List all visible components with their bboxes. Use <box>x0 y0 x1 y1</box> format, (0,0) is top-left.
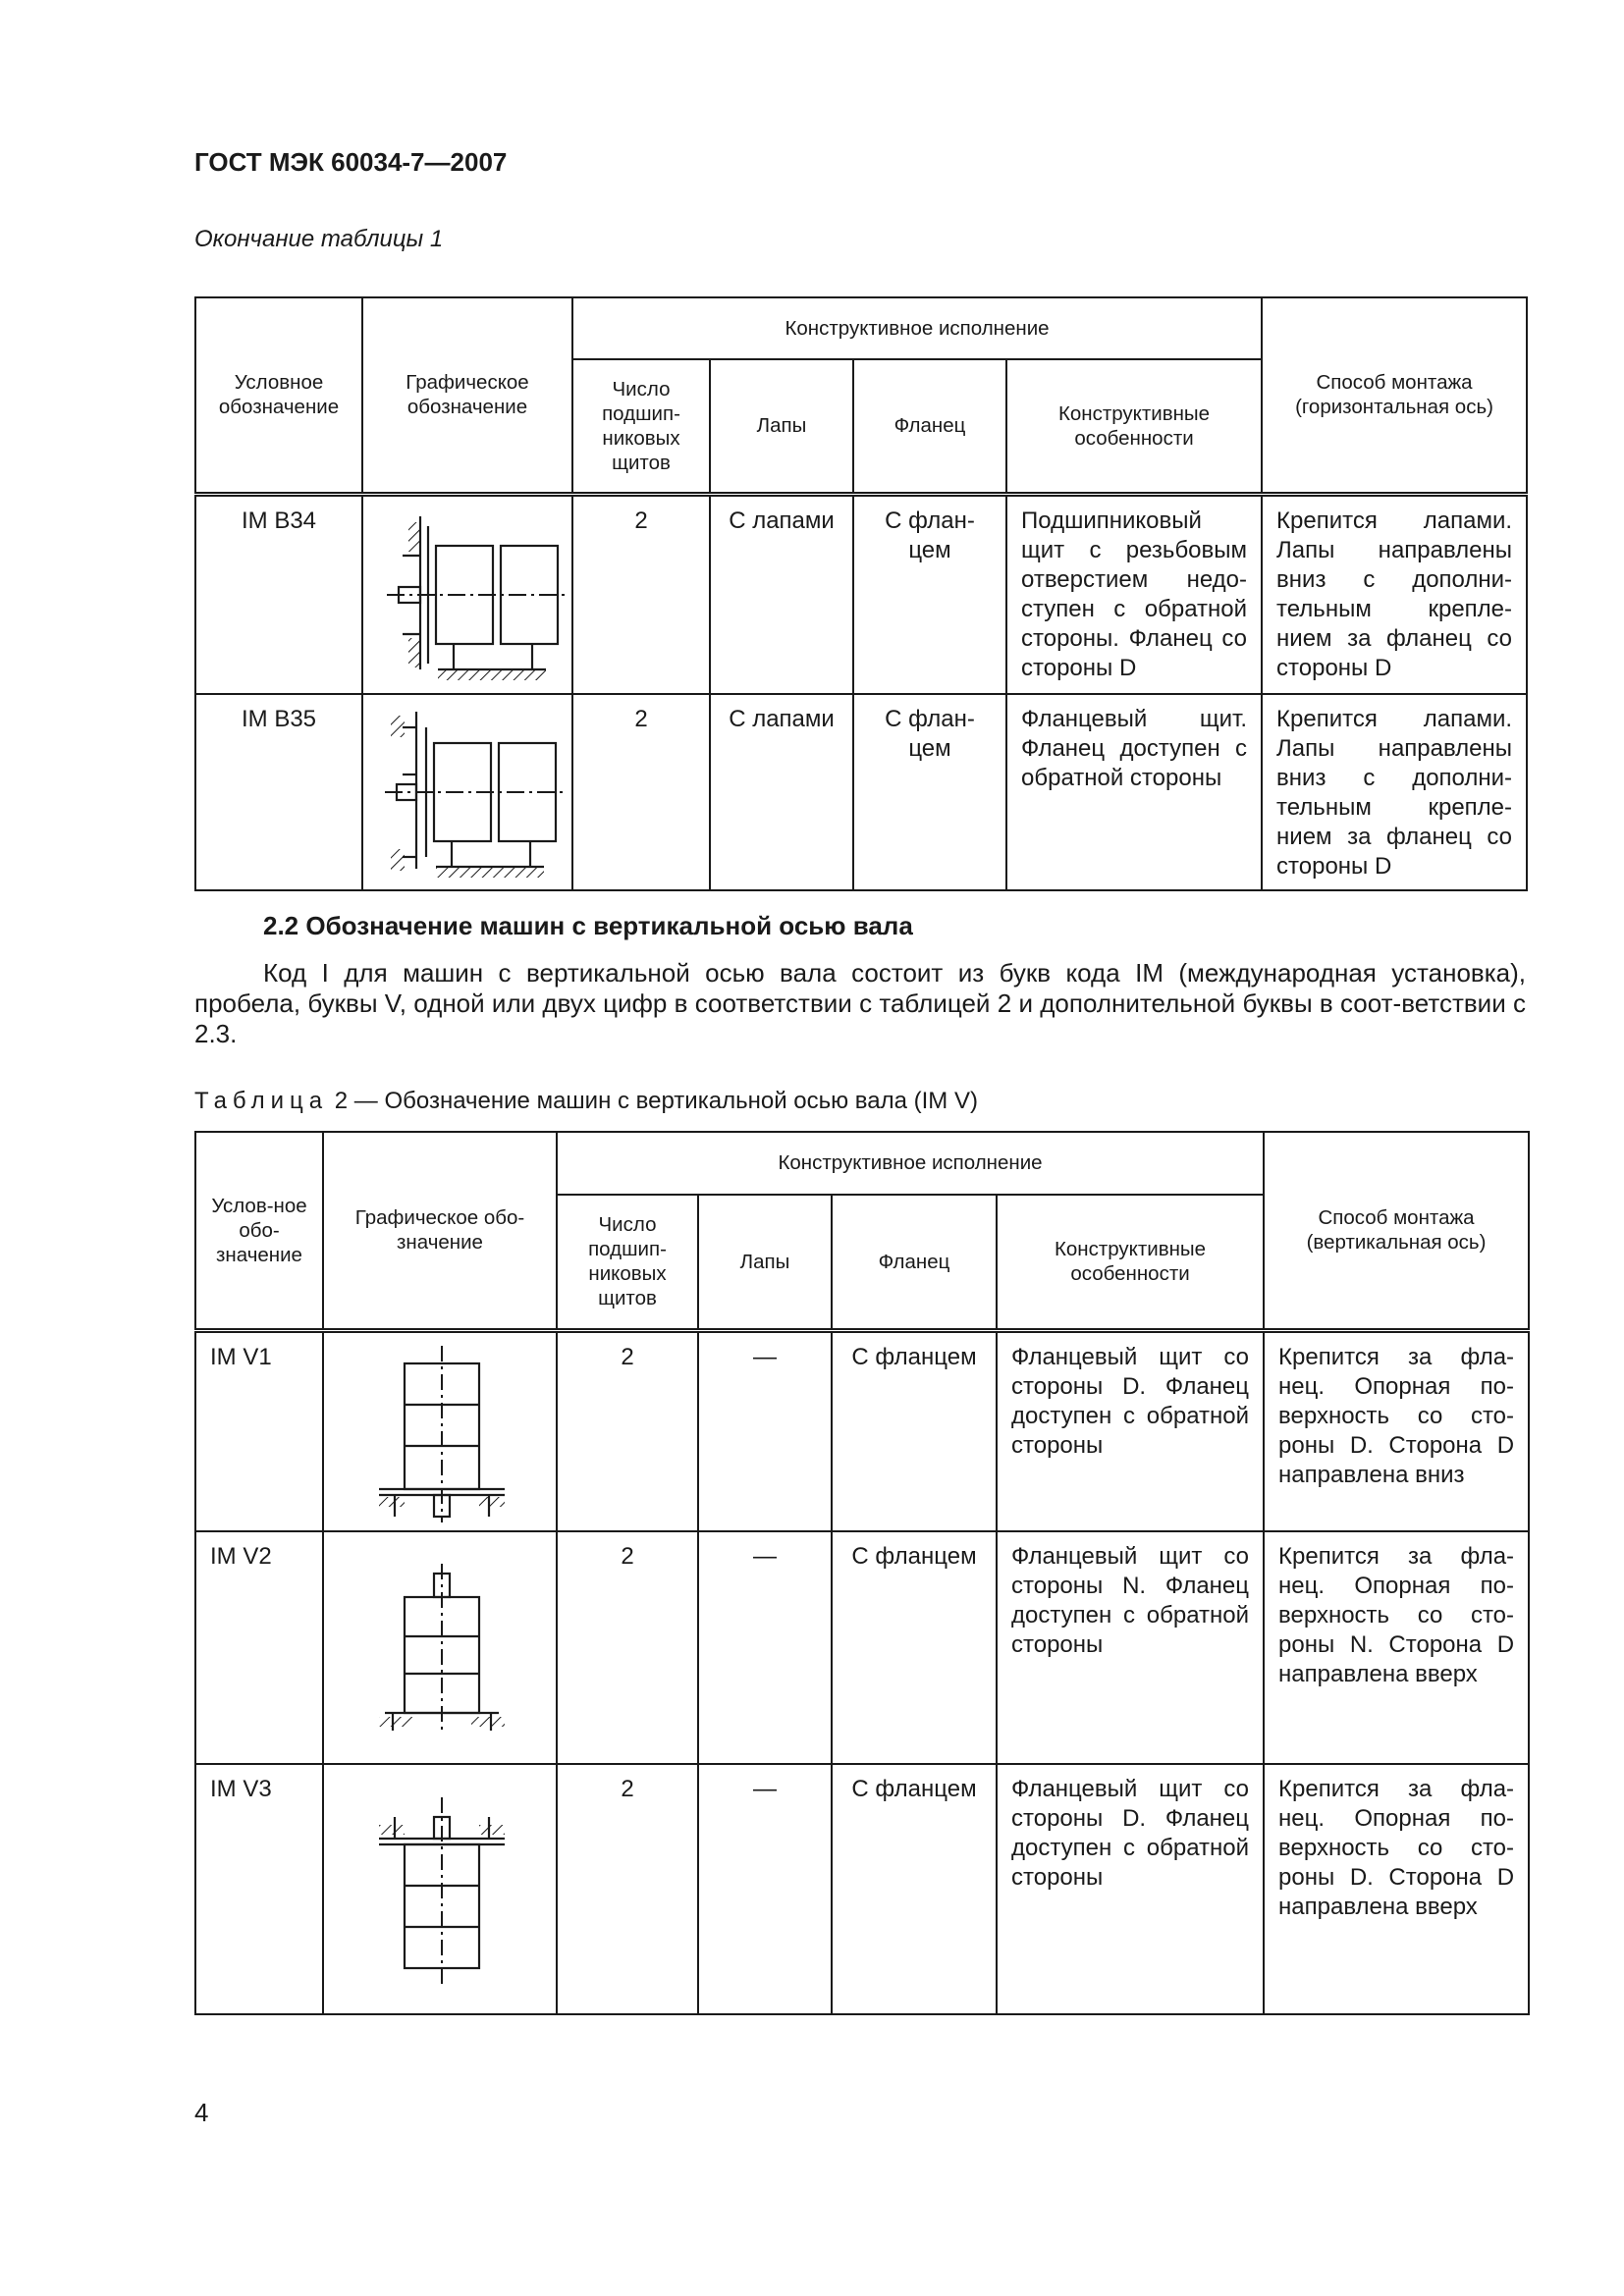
table2 <box>194 1131 1530 2015</box>
shields-cell: 2 <box>557 1330 698 1531</box>
table1-header-construction: Конструктивное исполнение <box>572 297 1262 359</box>
table1 <box>194 296 1528 891</box>
shields-cell: 2 <box>572 694 710 890</box>
table-row <box>195 694 1527 890</box>
features-cell: Фланцевый щит со стороны N. Фланец доступен с обратной стороны <box>997 1531 1264 1764</box>
vertical-machine-shaft-down-icon <box>324 1338 556 1524</box>
table1-caption: Окончание таблицы 1 <box>194 226 444 252</box>
table2-header-shields: Число подшип-никовых щитов <box>557 1195 698 1330</box>
mounting-cell: Крепится за фла-нец. Опорная по-верхность со сто-роны N. Сторона D направлена вверх <box>1264 1531 1529 1764</box>
table2-caption <box>194 1088 978 1115</box>
table2-header-construction: Конструктивное исполнение <box>557 1132 1264 1195</box>
mounting-cell: Крепится лапами. Лапы направлены вниз с дополни-тельным крепле-нием за фланец со стороны D <box>1262 694 1527 890</box>
flange-cell: С фланцем <box>832 1764 997 2014</box>
diagram-cell <box>362 494 572 694</box>
flange-cell: С флан-цем <box>853 494 1006 694</box>
shields-cell: 2 <box>557 1531 698 1764</box>
paragraph-text: Код I для машин с вертикальной осью вала состоит из букв кода IM (международная установка), пробела, буквы V, одной или двух цифр в соответствии с таблицей 2 и дополнительной буквы в соот-ветствии с 2.3. <box>194 958 1526 1048</box>
table1-header-features: Конструктивные особенности <box>1006 359 1262 494</box>
feet-cell: — <box>698 1764 832 2014</box>
designation-cell: IM B34 <box>195 494 362 694</box>
page-number: 4 <box>194 2098 209 2127</box>
flange-cell: С фланцем <box>832 1330 997 1531</box>
table1-header-mounting: Способ монтажа (горизонтальная ось) <box>1262 297 1527 494</box>
designation-cell: IM B35 <box>195 694 362 890</box>
designation-cell: IM V3 <box>195 1764 323 2014</box>
designation-cell: IM V1 <box>195 1330 323 1531</box>
feet-cell: С лапами <box>710 694 853 890</box>
table2-caption-text: 2 — Обозначение машин с вертикальной осью вала (IM V) <box>334 1088 978 1114</box>
vertical-machine-shaft-up-icon <box>324 1560 556 1736</box>
table-row <box>195 1330 1529 1531</box>
table1-header-flange: Фланец <box>853 359 1006 494</box>
table-row <box>195 494 1527 694</box>
table2-header-graphic: Графическое обо-значение <box>323 1132 557 1330</box>
table1-header-feet: Лапы <box>710 359 853 494</box>
shields-cell: 2 <box>557 1764 698 2014</box>
diagram-cell <box>323 1330 557 1531</box>
feet-cell: С лапами <box>710 494 853 694</box>
mounting-cell: Крепится за фла-нец. Опорная по-верхность со сто-роны D. Сторона D направлена вверх <box>1264 1764 1529 2014</box>
table1-header-designation: Условное обозначение <box>195 297 362 494</box>
table2-header-features: Конструктивные особенности <box>997 1195 1264 1330</box>
flange-cell: С фланцем <box>832 1531 997 1764</box>
table2-header-flange: Фланец <box>832 1195 997 1330</box>
designation-cell: IM V2 <box>195 1531 323 1764</box>
document-title: ГОСТ МЭК 60034-7—2007 <box>194 147 508 177</box>
table2-caption-word: Таблица <box>194 1088 329 1114</box>
table2-header-feet: Лапы <box>698 1195 832 1330</box>
features-cell: Фланцевый щит со стороны D. Фланец доступен с обратной стороны <box>997 1764 1264 2014</box>
table-row <box>195 1764 1529 2014</box>
features-cell: Подшипниковый щит с резьбовым отверстием недо-ступен с обратной стороны. Фланец со стороны D <box>1006 494 1262 694</box>
table2-header-mounting: Способ монтажа (вертикальная ось) <box>1264 1132 1529 1330</box>
flange-cell: С флан-цем <box>853 694 1006 890</box>
horizontal-machine-feet-flange-icon <box>363 497 569 693</box>
table2-header-designation: Услов-ное обо-значение <box>195 1132 323 1330</box>
feet-cell: — <box>698 1330 832 1531</box>
features-cell: Фланцевый щит. Фланец доступен с обратной стороны <box>1006 694 1262 890</box>
vertical-machine-hanging-icon <box>324 1791 556 1988</box>
shields-cell: 2 <box>572 494 710 694</box>
diagram-cell <box>362 694 572 890</box>
mounting-cell: Крепится лапами. Лапы направлены вниз с дополни-тельным крепле-нием за фланец со стороны D <box>1262 494 1527 694</box>
feet-cell: — <box>698 1531 832 1764</box>
horizontal-machine-feet-flange-shield-icon <box>363 696 569 888</box>
mounting-cell: Крепится за фла-нец. Опорная по-верхность со сто-роны D. Сторона D направлена вниз <box>1264 1330 1529 1531</box>
features-cell: Фланцевый щит со стороны D. Фланец доступен с обратной стороны <box>997 1330 1264 1531</box>
section-paragraph <box>194 958 1526 1049</box>
table1-header-shields: Число подшип-никовых щитов <box>572 359 710 494</box>
diagram-cell <box>323 1764 557 2014</box>
section-title: 2.2 Обозначение машин с вертикальной осью вала <box>263 911 913 940</box>
table1-header-graphic: Графическое обозначение <box>362 297 572 494</box>
table-row <box>195 1531 1529 1764</box>
diagram-cell <box>323 1531 557 1764</box>
